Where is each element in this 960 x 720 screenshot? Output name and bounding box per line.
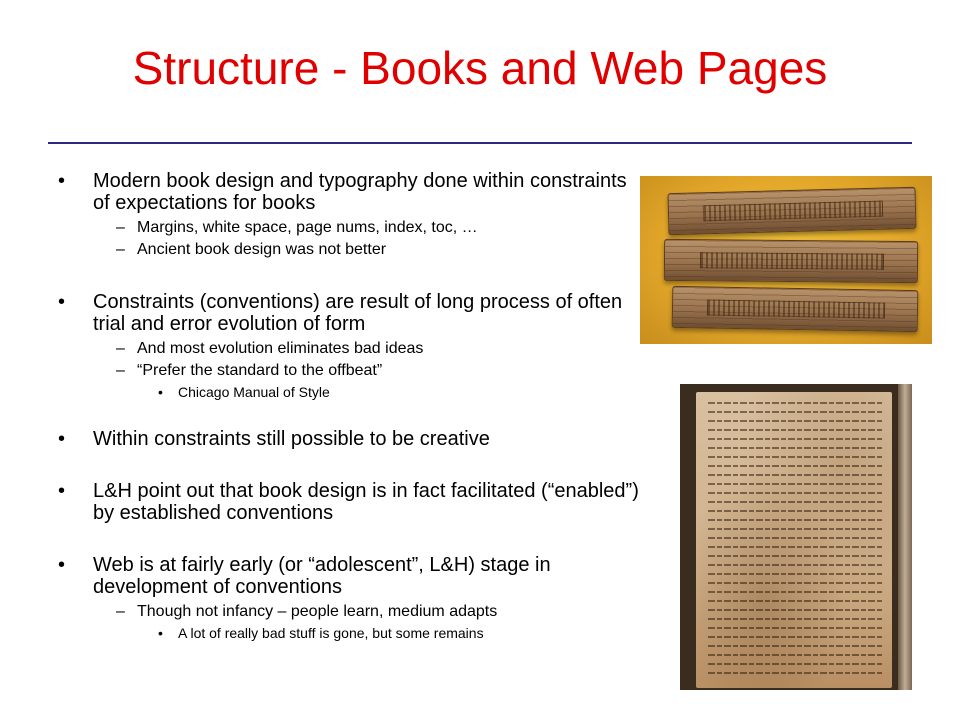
sub-bullet-text: And most evolution eliminates bad ideas [137,340,424,357]
bullet-list [58,170,648,643]
bullet-text: Constraints (conventions) are result of long process of often trial and error evolution of form [93,291,623,335]
sub-bullet-item [58,239,648,261]
bullet-item [58,480,648,524]
sub-bullet-item [58,601,648,623]
sub-sub-bullet-item [58,623,648,643]
bullet-marker: • [58,170,66,192]
bullet-text: Within constraints still possible to be creative [93,428,490,450]
dash-marker: – [116,219,125,236]
bullet-item [58,291,648,335]
dash-marker: – [116,603,125,620]
manuscript-bundle [667,187,916,235]
bullet-marker: • [58,291,66,313]
bullet-marker: • [158,625,163,641]
dash-marker: – [116,362,125,379]
sub-sub-bullet-text: Chicago Manual of Style [178,384,330,400]
slide-title: Structure - Books and Web Pages [132,42,828,94]
bullet-item [58,170,648,214]
ledger-page [696,392,892,688]
sub-bullet-text: Margins, white space, page nums, index, toc, … [137,219,478,236]
sub-bullet-item [58,217,648,239]
sub-sub-bullet-item [58,382,648,402]
title-divider [48,142,912,144]
bullet-text: Modern book design and typography done within constraints of expectations for books [93,170,627,214]
dash-marker: – [116,241,125,258]
bullet-text: Web is at fairly early (or “adolescent”, L&H) stage in development of conventions [93,554,551,598]
bullet-item [58,428,648,450]
page-edges [898,384,912,690]
sub-bullet-item [58,338,648,360]
sub-sub-bullet-text: A lot of really bad stuff is gone, but some remains [178,625,484,641]
sub-bullet-item [58,360,648,382]
old-handwritten-ledger-image [680,384,912,690]
sub-bullet-text: Though not infancy – people learn, medium adapts [137,603,498,620]
bullet-item [58,554,648,598]
manuscript-bundle [664,239,918,283]
manuscript-bundle [672,286,919,332]
bullet-marker: • [58,554,66,576]
bullet-marker: • [58,480,66,502]
bullet-marker: • [158,384,163,400]
sub-bullet-text: Ancient book design was not better [137,241,387,258]
handwriting-lines [708,402,884,680]
sub-bullet-text: “Prefer the standard to the offbeat” [137,362,383,379]
bullet-text: L&H point out that book design is in fact facilitated (“enabled”) by established conventions [93,480,639,524]
bullet-marker: • [58,428,66,450]
palm-leaf-manuscripts-image [640,176,932,344]
dash-marker: – [116,340,125,357]
